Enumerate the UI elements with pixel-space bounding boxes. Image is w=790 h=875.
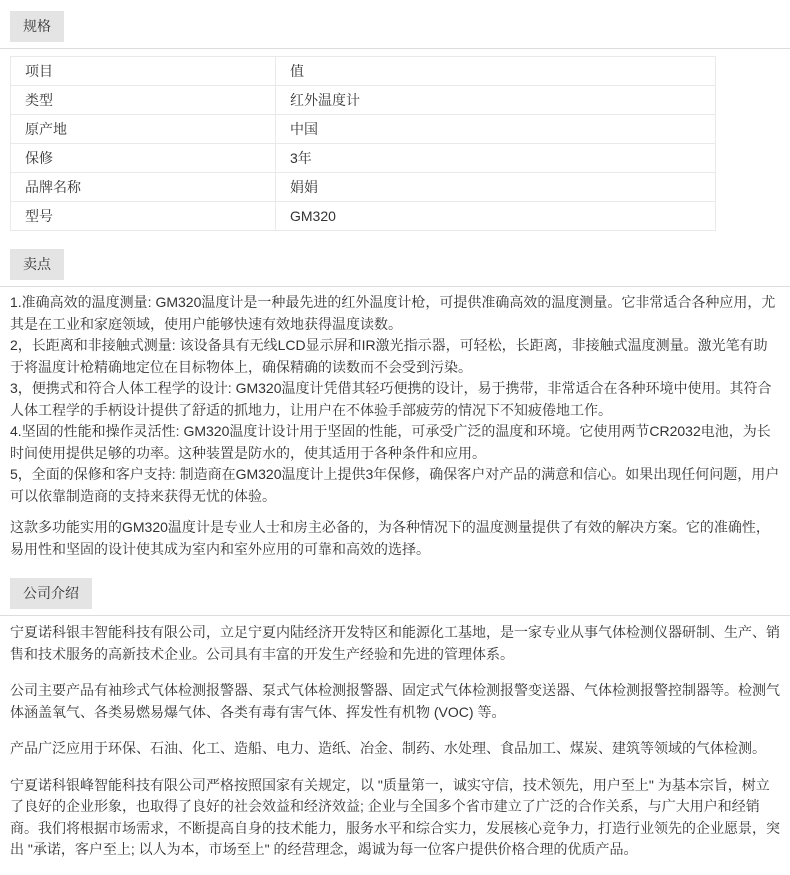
spec-value-cell: GM320 [276,202,716,231]
tab-specifications: 规格 [10,11,64,42]
spec-row [11,202,716,231]
specifications-tabbar [0,11,790,49]
tab-selling-points: 卖点 [10,249,64,280]
selling-points-summary: 这款多功能实用的GM320温度计是专业人士和房主必备的，为各种情况下的温度测量提供了有效的解决方案。它的准确性，易用性和坚固的设计使其成为室内和室外应用的可靠和高效的选择。 [10,519,770,557]
spec-row [11,86,716,115]
spec-row [11,144,716,173]
spec-item-cell: 型号 [11,202,276,231]
company-paragraph: 产品广泛应用于环保、石油、化工、造船、电力、造纸、冶金、制药、水处理、食品加工、煤炭、建筑等领域的气体检测。 [10,740,766,756]
tab-company-intro: 公司介绍 [10,578,92,609]
spec-item-cell: 原产地 [11,115,276,144]
spec-value-cell: 娟娟 [276,173,716,202]
company-intro-tabbar [0,578,790,616]
spec-header-item: 项目 [11,57,276,86]
company-paragraphs [10,622,780,861]
company-paragraph: 宁夏诺科银丰智能科技有限公司，立足宁夏内陆经济开发特区和能源化工基地，是一家专业从事气体检测仪器研制、生产、销售和技术服务的高新技术企业。公司具有丰富的开发生产经验和先进的管理体系。 [10,624,780,662]
spec-value-cell: 3年 [276,144,716,173]
selling-point: 4.坚固的性能和操作灵活性: GM320温度计设计用于坚固的性能，可承受广泛的温度和环境。它使用两节CR2032电池，为长时间使用提供足够的功率。这种装置是防水的，使其适用于各种条件和应用。 [10,423,771,461]
spec-header-value: 值 [276,57,716,86]
spec-row [11,115,716,144]
specifications-table [10,56,716,231]
selling-point: 1.准确高效的温度测量: GM320温度计是一种最先进的红外温度计枪，可提供准确高效的温度测量。它非常适合各种应用，尤其是在工业和家庭领域，使用户能够快速有效地获得温度读数。 [10,294,776,332]
spec-item-cell: 保修 [11,144,276,173]
spec-item-cell: 类型 [11,86,276,115]
selling-points-section [10,249,780,560]
company-paragraph: 宁夏诺科银峰智能科技有限公司严格按照国家有关规定，以 "质量第一，诚实守信，技术领先，用户至上" 为基本宗旨，树立了良好的企业形象，也取得了良好的社会效益和经济效益; 企业与全国多个省市建立了广泛的合作关系，与广大用户和经销商。我们将根据市场需求，不断提高自身的技术能力，服务水平和综合实力，发展核心竞争力，打造行业领先的企业愿景，突出 "承诺，客户至上; 以人为本，市场至上" 的经营理念，竭诚为每一位客户提供价格合理的优质产品。 [10,776,780,857]
company-intro-section [10,578,780,861]
selling-point: 2，长距离和非接触式测量: 该设备具有无线LCD显示屏和IR激光指示器，可轻松，长距离，非接触式温度测量。激光笔有助于将温度计枪精确地定位在目标物体上，确保精确的读数而不会受到污染。 [10,337,768,375]
selling-point: 5，全面的保修和客户支持: 制造商在GM320温度计上提供3年保修，确保客户对产品的满意和信心。如果出现任何问题，用户可以依靠制造商的支持来获得无忧的体验。 [10,466,780,504]
spec-value-cell: 红外温度计 [276,86,716,115]
spec-row [11,173,716,202]
spec-header-row [11,57,716,86]
selling-points-tabbar [0,249,790,287]
selling-points-list [10,292,780,507]
company-paragraph: 公司主要产品有袖珍式气体检测报警器、泵式气体检测报警器、固定式气体检测报警变送器、气体检测报警控制器等。检测气体涵盖氧气、各类易燃易爆气体、各类有毒有害气体、挥发性有机物 (VOC) 等。 [10,682,780,720]
selling-point: 3，便携式和符合人体工程学的设计: GM320温度计凭借其轻巧便携的设计，易于携带，非常适合在各种环境中使用。其符合人体工程学的手柄设计提供了舒适的抓地力，让用户在不体验手部疲劳的情况下不知疲倦地工作。 [10,380,772,418]
spec-item-cell: 品牌名称 [11,173,276,202]
spec-value-cell: 中国 [276,115,716,144]
specifications-section [10,11,780,231]
